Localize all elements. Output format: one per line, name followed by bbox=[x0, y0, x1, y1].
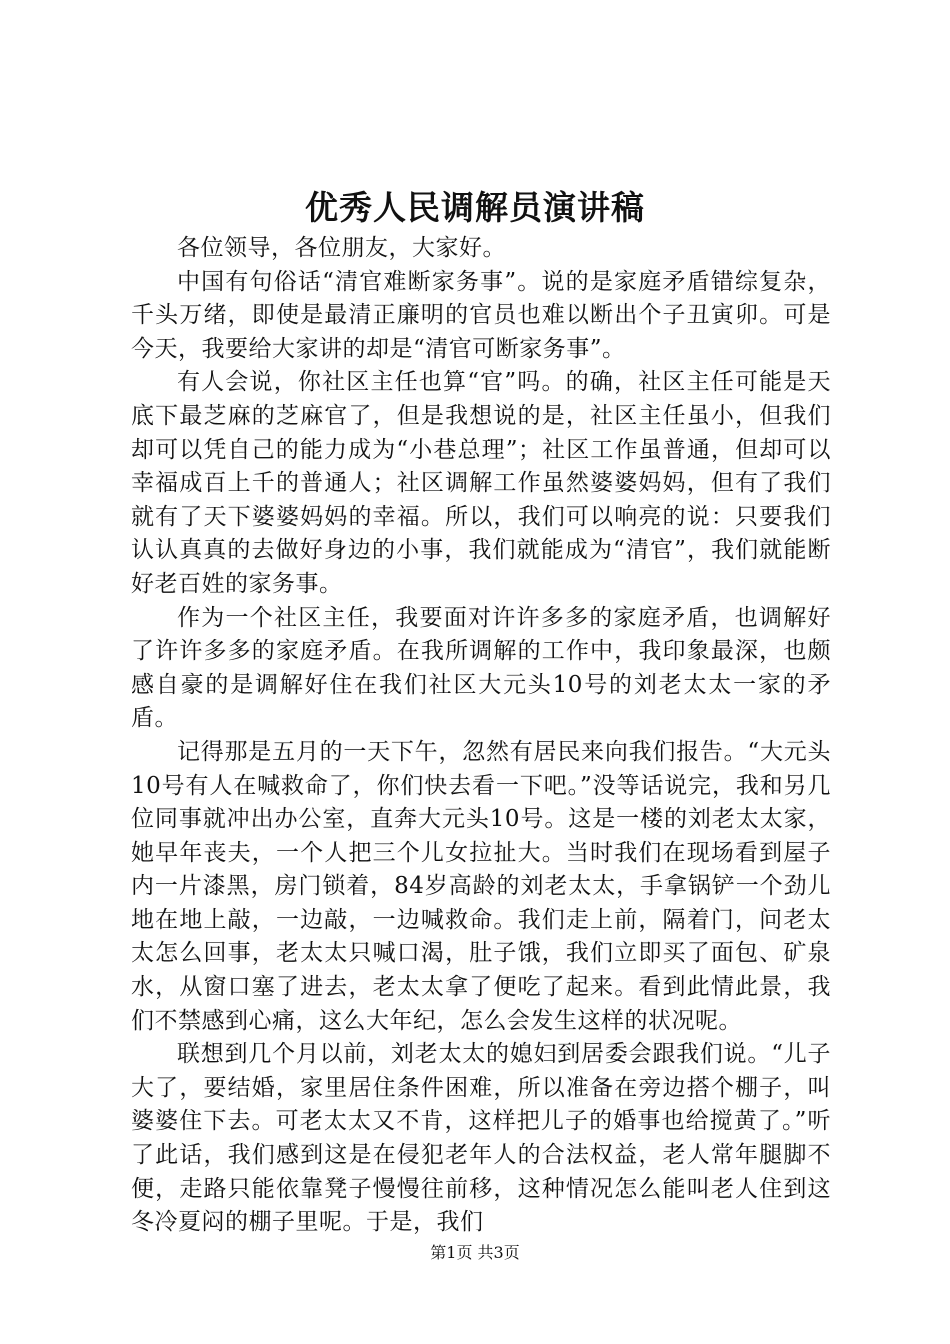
paragraph-community-director: 有人会说，你社区主任也算“官”吗。的确，社区主任可能是天底下最芝麻的芝麻官了，但是我想说的是，社区主任虽小，但我们却可以凭自己的能力成为“小巷总理”；社区工作虽普通，但却可以幸福成百上千的普通人；社区调解工作虽然婆婆妈妈，但有了我们就有了天下婆婆妈妈的幸福。所以，我们可以响亮的说：只要我们认认真真的去做好身边的小事，我们就能成为“清官”，我们就能断好老百姓的家务事。 bbox=[131, 369, 831, 597]
paragraph-may-afternoon: 记得那是五月的一天下午，忽然有居民来向我们报告。“大元头10号有人在喊救命了，你们快去看一下吧。”没等话说完，我和另几位同事就冲出办公室，直奔大元头10号。这是一楼的刘老太太家，她早年丧夫，一个人把三个儿女拉扯大。当时我们在现场看到屋子内一片漆黑，房门锁着，84岁高龄的刘老太太，手拿锅铲一个劲儿地在地上敲，一边敲，一边喊救命。我们走上前，隔着门，问老太太怎么回事，老太太只喊口渴，肚子饿，我们立即买了面包、矿泉水，从窗口塞了进去，老太太拿了便吃了起来。看到此情此景，我们不禁感到心痛，这么大年纪，怎么会发生这样的状况呢。 bbox=[131, 738, 831, 1034]
paragraph-mediation-work: 作为一个社区主任，我要面对许许多多的家庭矛盾，也调解好了许许多多的家庭矛盾。在我所调解的工作中，我印象最深，也颇感自豪的是调解好住在我们社区大元头10号的刘老太太一家的矛盾。 bbox=[131, 604, 831, 732]
paragraph-proverb: 中国有句俗话“清官难断家务事”。说的是家庭矛盾错综复杂，千头万绪，即使是最清正廉明的官员也难以断出个子丑寅卯。可是今天，我要给大家讲的却是“清官可断家务事”。 bbox=[131, 268, 831, 362]
paragraph-greeting: 各位领导，各位朋友，大家好。 bbox=[177, 235, 506, 261]
page-footer: 第1页 共3页 bbox=[430, 1243, 520, 1262]
document-body bbox=[131, 232, 831, 1240]
paragraph-daughter-in-law: 联想到几个月以前，刘老太太的媳妇到居委会跟我们说。“儿子大了，要结婚，家里居住条件困难，所以准备在旁边搭个棚子，叫婆婆住下去。可老太太又不肯，这样把儿子的婚事也给搅黄了。”听了此话，我们感到这是在侵犯老年人的合法权益，老人常年腿脚不便，走路只能依靠凳子慢慢往前移，这种情况怎么能叫老人住到这冬冷夏闷的棚子里呢。于是，我们 bbox=[131, 1041, 831, 1236]
document-title: 优秀人民调解员演讲稿 bbox=[305, 188, 645, 227]
